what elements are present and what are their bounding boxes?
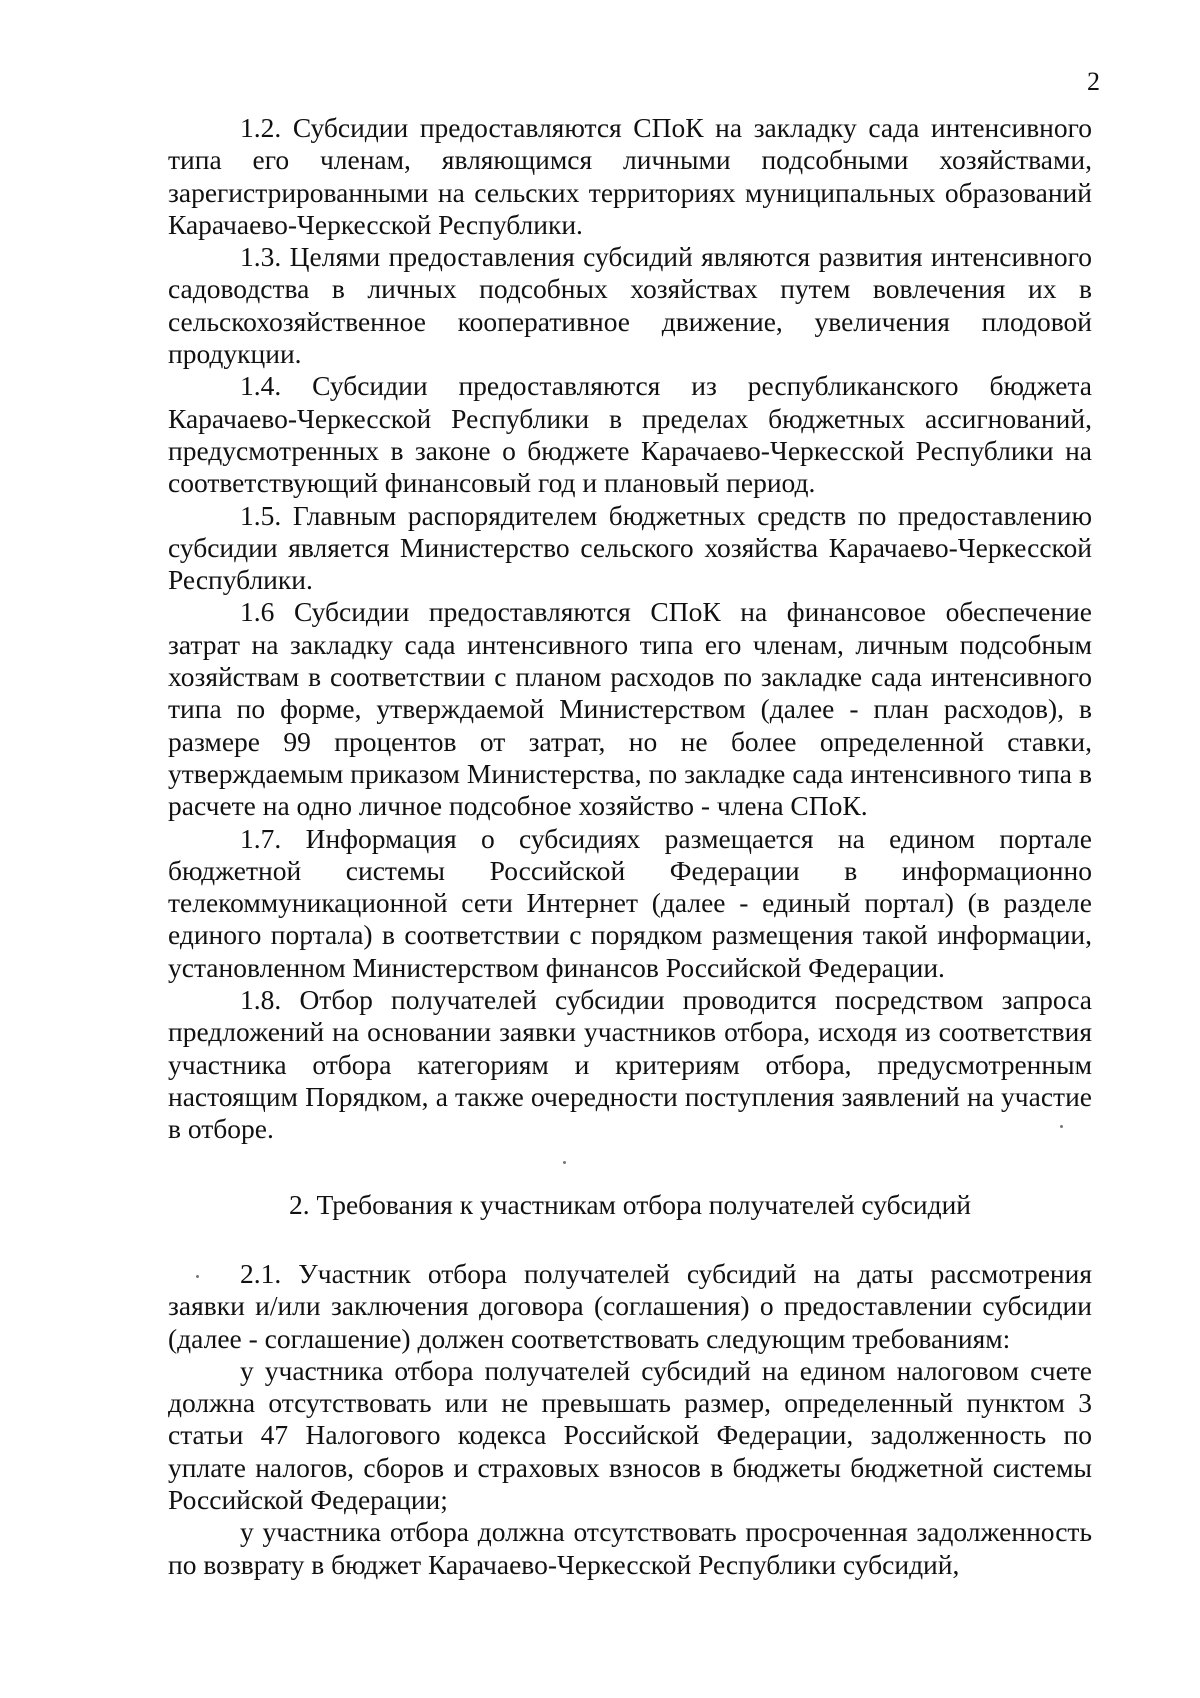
paragraph-2-1-tax-requirement: у участника отбора получателей субсидий на едином налоговом счете должна отсутствовать или не превышать размер, определенный пунктом 3 статьи 47 Налогового кодекса Российской Федерации, задолженность по уплате налогов, сборов и страховых взносов в бюджеты бюджетной системы Российской Федерации; <box>168 1354 1092 1516</box>
scan-speck <box>563 1161 566 1164</box>
section-1-body <box>168 112 1092 1146</box>
paragraph-2-1: 2.1. Участник отбора получателей субсидий на даты рассмотрения заявки и/или заключения договора (соглашения) о предоставлении субсидии (далее - соглашение) должен соответствовать следующим требованиям: <box>168 1258 1092 1354</box>
paragraph-1-4: 1.4. Субсидии предоставляются из республиканского бюджета Карачаево-Черкесской Республики в пределах бюджетных ассигнований, предусмотренных в законе о бюджете Карачаево-Черкесской Республики на соответствующий финансовый год и плановый период. <box>168 370 1092 499</box>
section-2-heading: 2. Требования к участникам отбора получателей субсидий <box>288 1189 972 1220</box>
paragraph-2-1-debt-requirement: у участника отбора должна отсутствовать просроченная задолженность по возврату в бюджет Карачаево-Черкесской Республики субсидий, <box>168 1516 1092 1580</box>
section-2-body <box>168 1258 1092 1581</box>
paragraph-1-5: 1.5. Главным распорядителем бюджетных средств по предоставлению субсидии является Министерство сельского хозяйства Карачаево-Черкесской Республики. <box>168 499 1092 596</box>
page-number: 2 <box>1087 67 1100 96</box>
paragraph-1-2: 1.2. Субсидии предоставляются СПоК на закладку сада интенсивного типа его членам, являющимся личными подсобными хозяйствами, зарегистрированными на сельских территориях муниципальных образований Карачаево-Черкесской Республики. <box>168 112 1092 240</box>
scan-speck <box>1060 1125 1063 1128</box>
paragraph-1-6: 1.6 Субсидии предоставляются СПоК на финансовое обеспечение затрат на закладку сада интенсивного типа его членам, личным подсобным хозяйствам в соответствии с планом расходов по закладке сада интенсивного типа по форме, утверждаемой Министерством (далее - план расходов), в размере 99 процентов от затрат, но не более определенной ставки, утверждаемым приказом Министерства, по закладке сада интенсивного типа в расчете на одно личное подсобное хозяйство - члена СПоК. <box>168 596 1092 822</box>
paragraph-1-7: 1.7. Информация о субсидиях размещается на едином портале бюджетной системы Российской Федерации в информационно телекоммуникационной сети Интернет (далее - единый портал) (в разделе единого портала) в соответствии с порядком размещения такой информации, установленном Министерством финансов Российской Федерации. <box>168 822 1092 983</box>
scan-speck <box>196 1275 199 1278</box>
paragraph-1-8: 1.8. Отбор получателей субсидии проводится посредством запроса предложений на основании заявки участников отбора, исходя из соответствия участника отбора категориям и критериям отбора, предусмотренным настоящим Порядком, а также очередности поступления заявлений на участие в отборе. <box>168 984 1092 1145</box>
paragraph-1-3: 1.3. Целями предоставления субсидий являются развития интенсивного садоводства в личных подсобных хозяйствах путем вовлечения их в сельскохозяйственное кооперативное движение, увеличения плодовой продукции. <box>168 241 1092 370</box>
